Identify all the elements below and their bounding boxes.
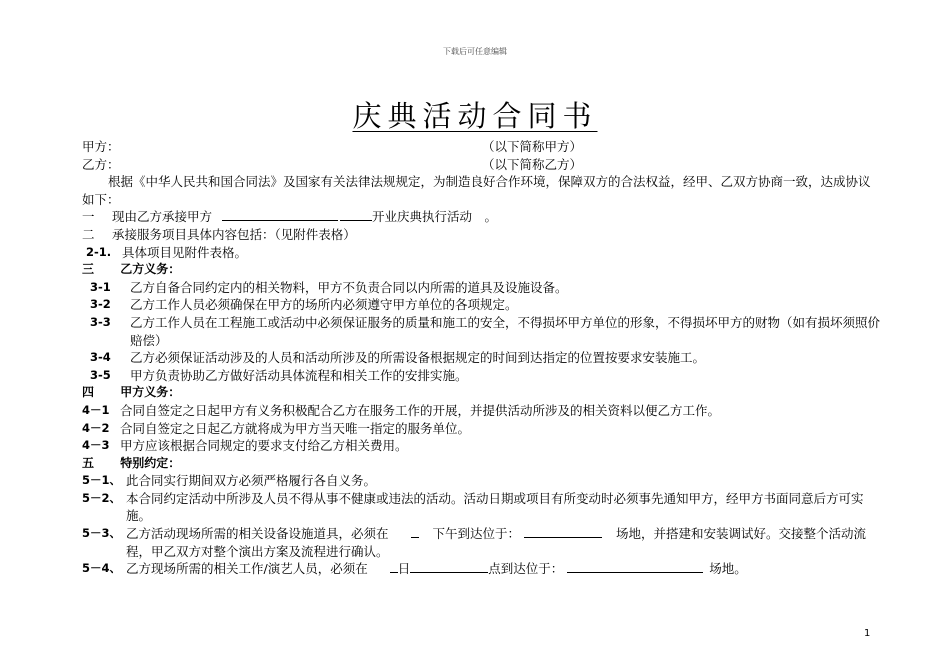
- clause-2-item-1-text: 具体项目见附件表格。: [122, 244, 248, 260]
- clause-3-item-3: [82, 314, 882, 349]
- clause-2-item-1-num: 2-1.: [86, 244, 112, 259]
- clause-4-item-3: [82, 437, 882, 455]
- clause-5-item-4-part-b: 日: [397, 561, 411, 577]
- document-title: 庆典活动合同书: [352, 99, 598, 133]
- clause-5-item-3-part-a: 乙方活动现场所需的相关设备设施道具，必须在: [126, 526, 389, 542]
- clause-5-item-2-num: 5－2、: [82, 490, 122, 505]
- party-b-alias: （以下简称乙方）: [482, 156, 583, 172]
- clause-4-item-2-num: 4－2: [82, 420, 110, 435]
- clause-3-item-2-num: 3-2: [90, 297, 111, 312]
- page-number: 1: [864, 628, 871, 639]
- clause-4-item-3-text: 甲方应该根据合同规定的要求支付给乙方相关费用。: [120, 438, 408, 454]
- clause-3-item-3-num: 3-3: [90, 314, 111, 329]
- clause-5-item-4: [82, 560, 882, 578]
- clause-5-item-4-text: [126, 560, 882, 578]
- clause-3-item-5: [82, 367, 882, 385]
- clause-4-item-1-text: 合同自签定之日起甲方有义务积极配合乙方在服务工作的开展，并提供活动所涉及的相关资料以便乙方工作。: [120, 402, 721, 418]
- clause-4-item-1: [82, 402, 882, 420]
- clause-3-item-2: [82, 296, 882, 314]
- clause-4-item-1-num: 4－1: [82, 402, 110, 417]
- clause-3-num: 三: [82, 262, 95, 277]
- clause-5-num: 五: [82, 455, 95, 470]
- clause-2-num: 二: [82, 226, 95, 242]
- clause-5-item-4-day-blank: [390, 560, 398, 573]
- clause-4-num: 四: [82, 385, 95, 400]
- clause-5-item-3-num: 5－3、: [82, 526, 122, 541]
- party-a-alias: （以下简称甲方）: [482, 139, 583, 154]
- clause-3-item-4-text: 乙方必须保证活动涉及的人员和活动所涉及的所需设备根据规定的时间到达指定的位置按要求安装施工。: [130, 350, 706, 366]
- clause-3-item-1-text: 乙方自备合同约定内的相关物料，甲方不负责合同以内所需的道具及设施设备。: [130, 279, 568, 295]
- party-b-label: 乙方：: [82, 156, 120, 172]
- clause-5-item-2: [82, 490, 882, 525]
- clause-3-item-4-num: 3-4: [90, 350, 111, 365]
- clause-1: [82, 208, 882, 226]
- clause-5-item-4-time-blank: [410, 560, 488, 573]
- clause-2: [82, 226, 882, 244]
- clause-5-item-3: [82, 525, 882, 560]
- clause-5-item-1-text: 此合同实行期间双方必须严格履行各自义务。: [126, 473, 377, 489]
- clause-5-item-4-part-d: 场地。: [709, 561, 747, 577]
- clause-1-blank: [222, 208, 338, 221]
- clause-5-item-4-part-c: 点到达位于：: [488, 561, 564, 577]
- clause-1-num: 一: [82, 209, 95, 225]
- clause-5-item-4-venue-blank: [567, 560, 703, 573]
- clause-4-heading: [82, 384, 882, 402]
- clause-5-item-4-num: 5－4、: [82, 561, 122, 576]
- clause-1-suffix: 开业庆典执行活动 。: [371, 209, 497, 225]
- header-note: 下载后可任意编辑: [443, 47, 507, 56]
- clause-2-text: 承接服务项目具体内容包括：（见附件表格）: [111, 226, 356, 242]
- clause-3-item-2-text: 乙方工作人员必须确保在甲方的场所内必须遵守甲方单位的各项规定。: [130, 297, 518, 313]
- clause-3-heading: [82, 261, 882, 279]
- party-a-line: [82, 138, 882, 156]
- clause-3-title: 乙方义务：: [120, 262, 181, 277]
- clause-5-item-1-num: 5－1、: [82, 473, 122, 488]
- contract-body: [82, 138, 882, 578]
- clause-5-item-3-part-b: 下午到达位于：: [432, 526, 521, 542]
- clause-5-heading: [82, 455, 882, 473]
- preamble: 根据《中华人民共和国合同法》及国家有关法律法规规定，为制造良好合作环境，保障双方的合法权益，经甲、乙双方协商一致，达成协议如下：: [82, 174, 871, 207]
- clause-3-item-4: [82, 349, 882, 367]
- clause-5-item-3-part-c: 场地，并搭建和安装调试好。交接整个活动流程，甲乙双方对整个演出方案及流程进行确认。: [126, 526, 867, 559]
- clause-5-item-3-text: [126, 525, 882, 560]
- clause-4-item-3-num: 4－3: [82, 438, 110, 453]
- party-b-line: [82, 156, 882, 174]
- clause-4-title: 甲方义务：: [120, 385, 181, 400]
- clause-5-item-3-date-blank: [411, 525, 419, 538]
- clause-5-title: 特别约定：: [120, 455, 181, 470]
- clause-4-item-2: [82, 420, 882, 438]
- clause-2-item-1: [82, 244, 882, 262]
- clause-3-item-1: [82, 279, 882, 297]
- clause-5-item-3-venue-blank: [524, 525, 602, 538]
- clause-3-item-1-num: 3-1: [90, 279, 111, 294]
- party-a-label: 甲方：: [82, 139, 120, 154]
- clause-5-item-2-text: 本合同约定活动中所涉及人员不得从事不健康或违法的活动。活动日期或项目有所变动时必须事先通知甲方，经甲方书面同意后方可实施。: [126, 490, 864, 524]
- clause-3-item-3-text: 乙方工作人员在工程施工或活动中必须保证服务的质量和施工的安全，不得损坏甲方单位的形象，不得损坏甲方的财物（如有损坏须照价赔偿）: [130, 314, 881, 348]
- clause-4-item-2-text: 合同自签定之日起乙方就将成为甲方当天唯一指定的服务单位。: [120, 420, 471, 436]
- clause-3-item-5-text: 甲方负责协助乙方做好活动具体流程和相关工作的安排实施。: [130, 367, 468, 383]
- clause-5-item-4-part-a: 乙方现场所需的相关工作/演艺人员，必须在: [126, 561, 368, 577]
- clause-1-prefix: 现由乙方承接甲方: [111, 209, 212, 225]
- clause-1-blank-short: [340, 208, 372, 221]
- clause-5-item-1: [82, 472, 882, 490]
- clause-3-item-5-num: 3-5: [90, 367, 111, 382]
